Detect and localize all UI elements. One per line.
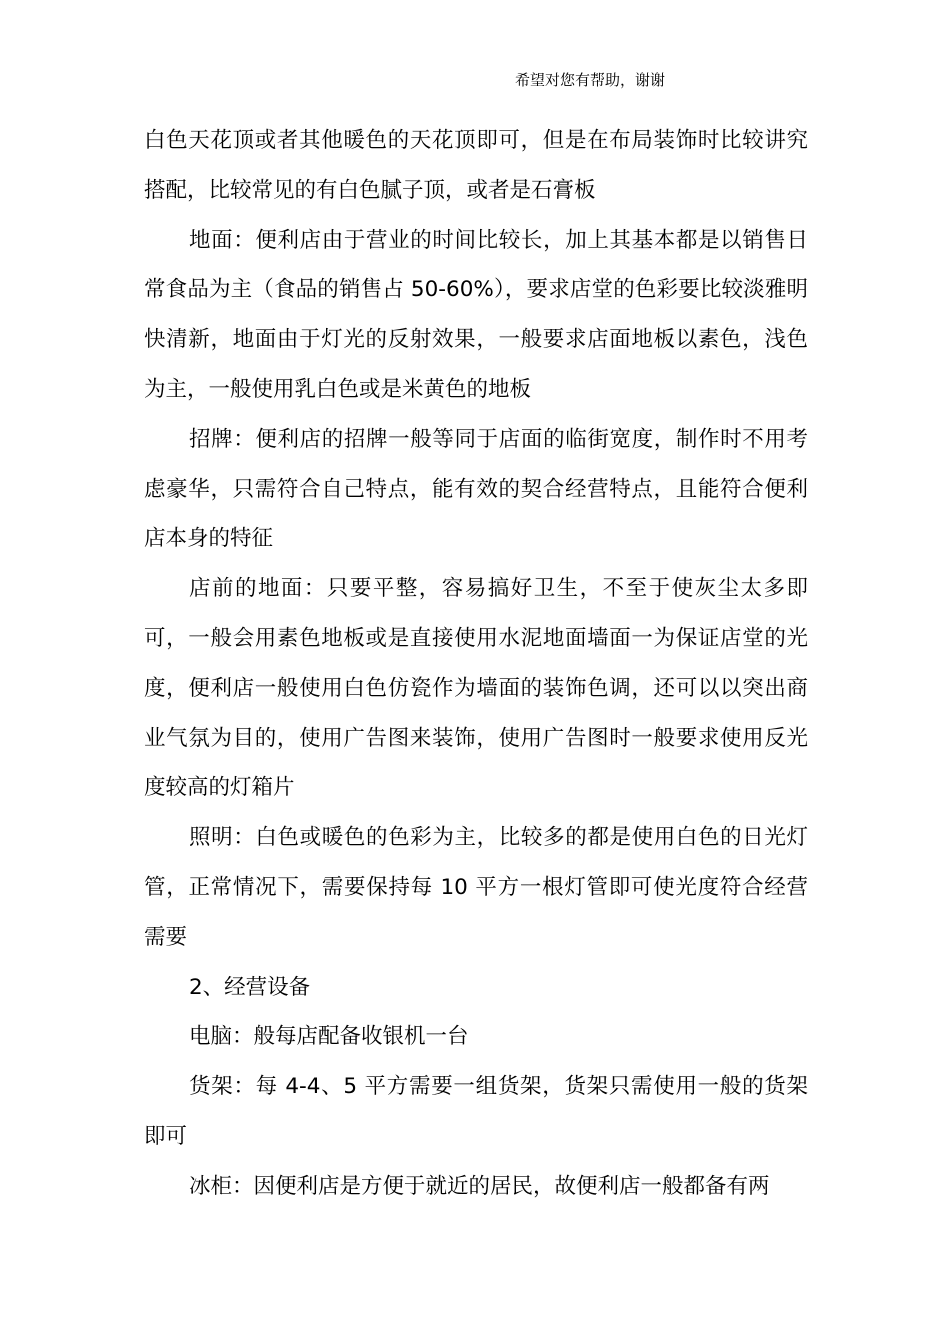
page-header-note: 希望对您有帮助，谢谢	[515, 71, 666, 89]
paragraph-shelves: 货架：每 4-4、5 平方需要一组货架，货架只需使用一般的货架即可	[144, 1074, 808, 1149]
paragraph-freezer: 冰柜：因便利店是方便于就近的居民，故便利店一般都备有两	[189, 1173, 770, 1199]
section-heading-equipment: 2、经营设备	[189, 974, 311, 1000]
paragraph-storefront-ground: 店前的地面：只要平整，容易搞好卫生，不至于使灰尘太多即可，一般会用素色地板或是直接使用水泥地面墙面一为保证店堂的光度，便利店一般使用白色仿瓷作为墙面的装饰色调，还可以以突出商业气氛为目的，使用广告图来装饰，使用广告图时一般要求使用反光度较高的灯箱片	[144, 576, 808, 801]
document-body	[144, 116, 808, 1212]
paragraph-lighting: 照明：白色或暖色的色彩为主，比较多的都是使用白色的日光灯管，正常情况下，需要保持每 10 平方一根灯管即可使光度符合经营需要	[144, 825, 808, 950]
paragraph-ceiling: 白色天花顶或者其他暖色的天花顶即可，但是在布局装饰时比较讲究搭配，比较常见的有白色腻子顶，或者是石膏板	[144, 128, 808, 203]
paragraph-floor: 地面：便利店由于营业的时间比较长，加上其基本都是以销售日常食品为主（食品的销售占 50-60%），要求店堂的色彩要比较淡雅明快清新，地面由于灯光的反射效果，一般要求店面地板以素色，浅色为主，一般使用乳白色或是米黄色的地板	[144, 227, 808, 402]
paragraph-signboard: 招牌：便利店的招牌一般等同于店面的临街宽度，制作时不用考虑豪华，只需符合自己特点，能有效的契合经营特点，且能符合便利店本身的特征	[144, 426, 808, 552]
paragraph-computer: 电脑：般每店配备收银机一台	[189, 1024, 469, 1050]
